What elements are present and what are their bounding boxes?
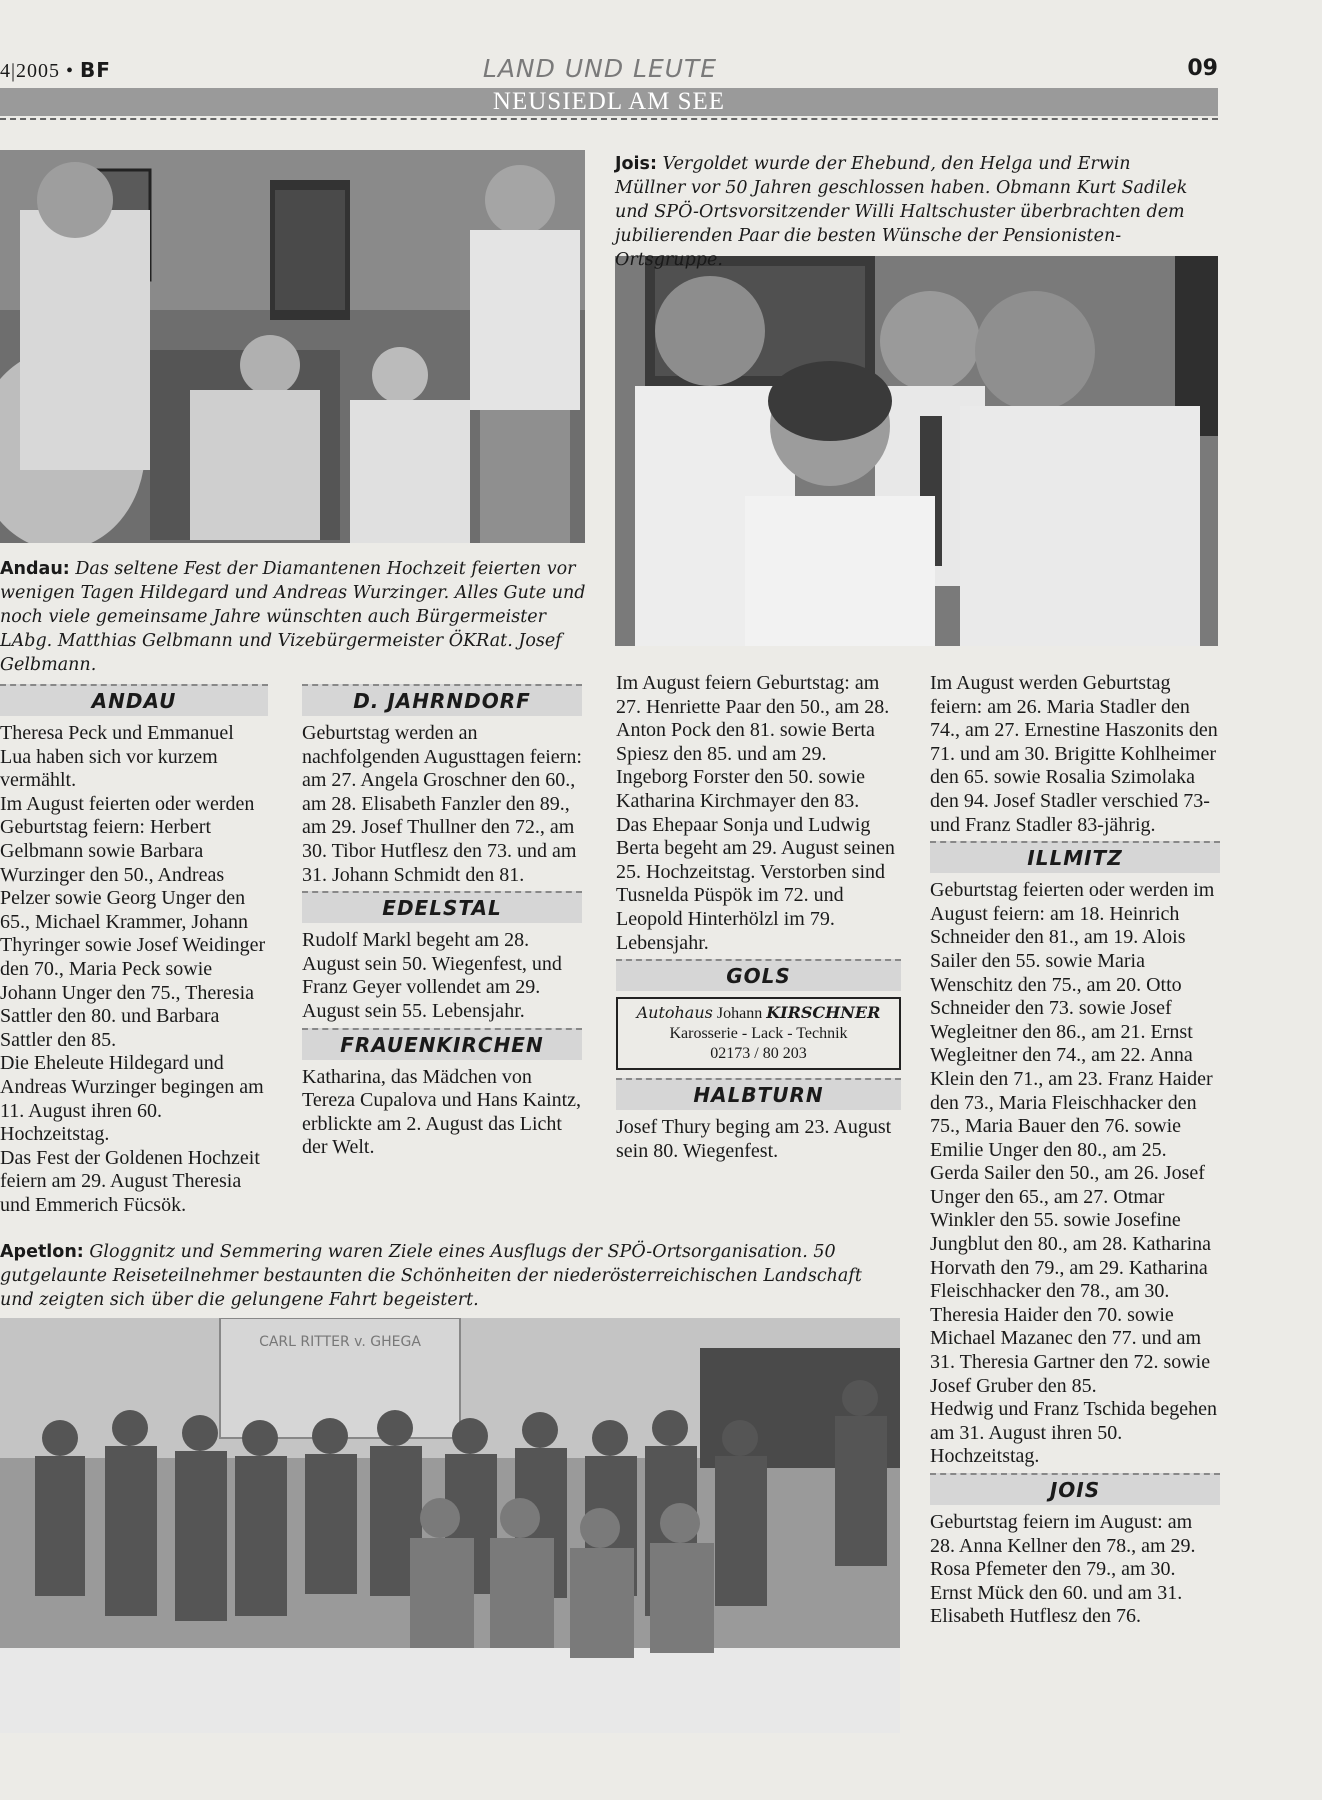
column-gols [616,672,901,1163]
heading-frauenkirchen-text: FRAUENKIRCHEN [340,1032,544,1057]
photo-jois-couple [615,256,1218,646]
column-jahrndorf [302,680,582,1160]
heading-jahrndorf-text: D. JAHRNDORF [353,689,531,713]
andau-paragraph: Im August feierten oder werden Geburtstag feiern: Herbert Gelbmann sowie Barbara Wurzinger den 50., Andreas Pelzer sowie Georg Unger den 65., Michael Krammer, Johann Thyringer sowie Josef Weidinger den 70., Maria Peck sowie Johann Unger den 75., Theresia Sattler den 80. und Barbara Sattler den 85. [0,792,266,1051]
halbturn-paragraph: Josef Thury beging am 23. August sein 80. Wiegenfest. [616,1116,892,1162]
region-title: NEUSIEDL AM SEE [492,88,726,115]
issue-label [0,58,111,83]
advertisement-kirschner [616,997,901,1070]
heading-gols [616,959,901,991]
gols-paragraph: Im August feiern Geburtstag: am 27. Henriette Paar den 50., am 28. Anton Pock den 81. sowie Berta Spiesz den 85. und am 29. Ingeborg Forster den 50. sowie Katharina Kirchmayer den 83. [616,672,890,812]
issue-number: 4|2005 • [0,60,75,82]
header-divider [0,118,1218,120]
frauenkirchen-paragraph: Katharina, das Mädchen von Tereza Cupalova und Hans Kaintz, erblickte am 2. August das Licht der Welt. [302,1065,582,1159]
illmitz-paragraph: Hedwig und Franz Tschida begehen am 31. August ihren 50. Hochzeitstag. [930,1398,1218,1468]
ad-line-1 [624,1003,893,1024]
ad-prefix: Autohaus [636,1003,713,1023]
andau-paragraph: Theresa Peck und Emmanuel Lua haben sich vor kurzem vermählt. [0,722,234,792]
heading-jois [930,1473,1220,1505]
ad-surname: KIRSCHNER [766,1003,881,1023]
jahrndorf-paragraph: Geburtstag werden an nachfolgenden Augusttagen feiern: am 27. Angela Groschner den 60., am 28. Elisabeth Fanzler den 89., am 29. Josef Thullner den 72., am 30. Tibor Hutflesz den 73. und am 31. Johann Schmidt den 81. [302,722,582,886]
column-illmitz [930,672,1220,1629]
section-title: LAND UND LEUTE [482,54,718,83]
heading-jahrndorf [302,684,582,716]
column-andau [0,680,268,1217]
caption-jois [615,152,1205,272]
heading-jois-text: JOIS [1049,1478,1101,1502]
heading-gols-text: GOLS [726,964,791,989]
heading-illmitz [930,841,1220,873]
caption-jois-text: Vergoldet wurde der Ehebund, den Helga und Erwin Müllner vor 50 Jahren geschlossen haben. Obmann Kurt Sadilek und SPÖ-Ortsvorsitzender Willi Haltschuster überbrachten dem jubilierenden Paar die besten Wünsche der Pensionisten-Ortsgruppe. [615,154,1188,270]
caption-andau-label: Andau: [0,559,70,579]
caption-andau-text: Das seltene Fest der Diamantenen Hochzeit feierten vor wenigen Tagen Hildegard und Andreas Wurzinger. Alles Gute und noch viele gemeinsame Jahre wünschten auch Bürgermeister LAbg. Matthias Gelbmann und Vizebürgermeister ÖKRat. Josef Gelbmann. [0,559,586,675]
caption-apetlon-label: Apetlon: [0,1242,84,1262]
edelstal-paragraph: Rudolf Markl begeht am 28. August sein 50. Wiegenfest, und Franz Geyer vollendet am 29. August sein 55. Lebensjahr. [302,929,562,1022]
ad-phone: 02173 / 80 203 [710,1045,807,1063]
ad-name: Johann [716,1005,763,1023]
ad-line-2: Karosserie - Lack - Technik [669,1025,848,1043]
caption-apetlon [0,1240,900,1312]
illmitz-paragraph: Geburtstag feierten oder werden im August feiern: am 18. Heinrich Schneider den 81., am 19. Alois Sailer den 55. sowie Maria Wenschitz den 75., am 20. Otto Schneider den 73. sowie Josef Wegleitner den 86., am 21. Ernst Wegleitner den 74., am 22. Anna Klein den 71., am 23. Franz Haider den 73., Maria Fleischhacker den 75., Maria Bauer den 76. sowie Emilie Unger den 80., am 25. Gerda Sailer den 50., am 26. Josef Unger den 65., am 27. Otmar Winkler den 55. sowie Josefine Jungblut den 80., am 28. Katharina Horvath den 79., am 29. Katharina Fleischhacker den 78., am 30. Theresia Haider den 70. sowie Michael Mazanec den 77. und am 31. Theresia Gartner den 72. sowie Josef Gruber den 85. [930,879,1215,1397]
caption-andau [0,557,590,677]
right-top-paragraph: Im August werden Geburtstag feiern: am 26. Maria Stadler den 74., am 27. Ernestine Haszonits den 71. und am 30. Brigitte Kohlheimer den 65. sowie Rosalia Szimolaka den 94. Josef Stadler verschied 73- und Franz Stadler 83-jährig. [930,672,1218,836]
heading-andau-text: ANDAU [91,689,177,713]
photo-apetlon-group [0,1318,900,1733]
monument-inscription: CARL RITTER v. GHEGA [259,1334,421,1350]
page-number: 09 [1187,56,1218,81]
andau-paragraph: Das Fest der Goldenen Hochzeit feiern am 29. August Theresia und Emmerich Fücsök. [0,1146,260,1216]
andau-paragraph: Die Eheleute Hildegard und Andreas Wurzinger begingen am 11. August ihren 60. Hochzeitstag. [0,1052,264,1146]
heading-halbturn-text: HALBTURN [693,1083,824,1108]
heading-edelstal-text: EDELSTAL [382,896,502,921]
gols-paragraph: Das Ehepaar Sonja und Ludwig Berta begeht am 29. August seinen 25. Hochzeitstag. Verstorben sind Tusnelda Püspök im 72. und Leopold Hinterhölzl im 79. Lebensjahr. [616,813,895,954]
heading-edelstal [302,891,582,923]
caption-jois-label: Jois: [615,154,657,174]
caption-apetlon-text: Gloggnitz und Semmering waren Ziele eines Ausflugs der SPÖ-Ortsorganisation. 50 gutgelaunte Reiseteilnehmer bestaunten die Schönheiten der niederösterreichischen Landschaft und zeigten sich über die gelungene Fahrt begeistert. [0,1242,862,1310]
photo-andau-couple [0,150,585,543]
heading-illmitz-text: ILLMITZ [1027,846,1123,871]
heading-frauenkirchen [302,1028,582,1060]
jois-paragraph: Geburtstag feiern im August: am 28. Anna Kellner den 78., am 29. Rosa Pfemeter den 79., am 30. Ernst Mück den 60. und am 31. Elisabeth Hutflesz den 76. [930,1511,1196,1628]
brand-logo: BF [80,58,111,82]
heading-andau [0,684,268,716]
heading-halbturn [616,1078,901,1110]
